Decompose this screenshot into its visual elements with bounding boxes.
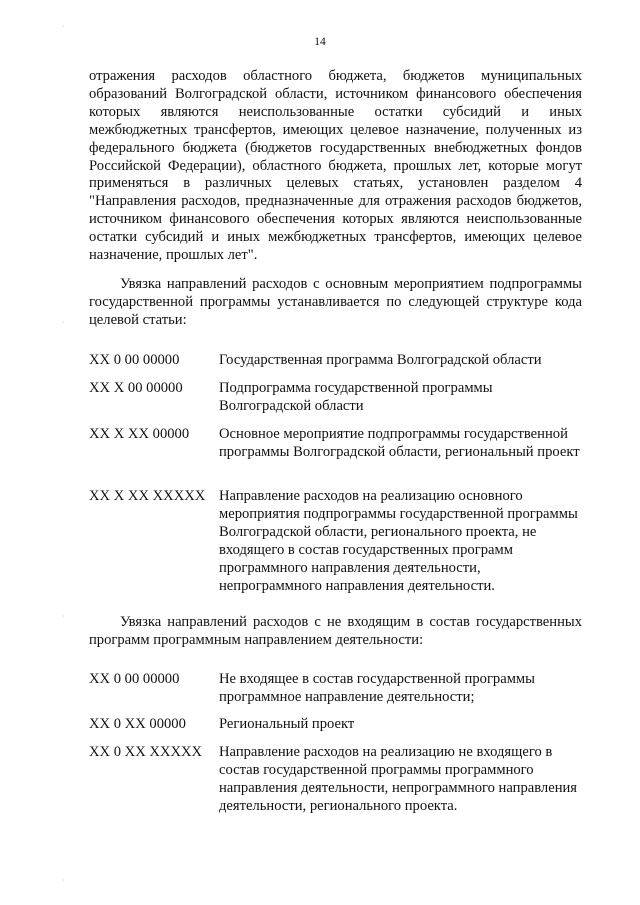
- code-pattern: XX 0 XX 00000: [89, 716, 186, 732]
- scan-mark: ·: [62, 876, 65, 885]
- code-description: Основное мероприятие подпрограммы государственной программы Волгоградской области, региональный проект: [219, 426, 580, 460]
- paragraph-structure-intro-1: Увязка направлений расходов с основным мероприятием подпрограммы государственной программы устанавливается по следующей структуре кода целевой статьи:: [89, 276, 582, 328]
- code-description: Направление расходов на реализацию основного мероприятия подпрограммы государственной программы Волгоградской области, регионального проекта, не входящего в состав государственных программ программного направления деятельности, непрограммного направления деятельности.: [219, 488, 578, 594]
- scan-mark: ·: [62, 318, 65, 327]
- code-pattern: XX X XX 00000: [89, 426, 190, 442]
- code-description: Государственная программа Волгоградской области: [219, 352, 542, 368]
- scan-mark: ·: [62, 612, 65, 621]
- code-description: Направление расходов на реализацию не входящего в состав государственной программы программного направления деятельности, непрограммного направления деятельности, регионального проекта.: [219, 744, 578, 814]
- code-pattern: XX 0 XX XXXXX: [89, 744, 203, 760]
- paragraph-continuation: отражения расходов областного бюджета, бюджетов муниципальных образований Волгоградской области, источником финансового обеспечения которых являются неиспользованные остатки субсидий и иных межбюджетных трансфертов, имеющих целевое назначение, полученных из федерального бюджета (бюджетов государственных внебюджетных фондов Российской Федерации), областного бюджета, прошлых лет, которые могут применяться в различных целевых статьях, установлен разделом 4 "Направления расходов, предназначенные для отражения расходов бюджетов, источником финансового обеспечения которых являются неиспользованные остатки субсидий и иных межбюджетных трансфертов, имеющих целевое назначение, прошлых лет".: [89, 68, 582, 264]
- code-pattern: XX 0 00 00000: [89, 352, 180, 368]
- code-description: Региональный проект: [219, 716, 355, 732]
- code-pattern: XX X XX XXXXX: [89, 488, 206, 504]
- code-description: Подпрограмма государственной программы Волгоградской области: [219, 380, 493, 414]
- code-pattern: XX X 00 00000: [89, 380, 183, 396]
- page-number: 14: [314, 36, 326, 48]
- scan-mark: ·: [62, 22, 65, 31]
- paragraph-structure-intro-2: Увязка направлений расходов с не входящим в состав государственных программ программным направлением деятельности:: [89, 614, 582, 648]
- code-description: Не входящее в состав государственной программы программное направление деятельности;: [219, 671, 535, 705]
- code-pattern: XX 0 00 00000: [89, 671, 180, 687]
